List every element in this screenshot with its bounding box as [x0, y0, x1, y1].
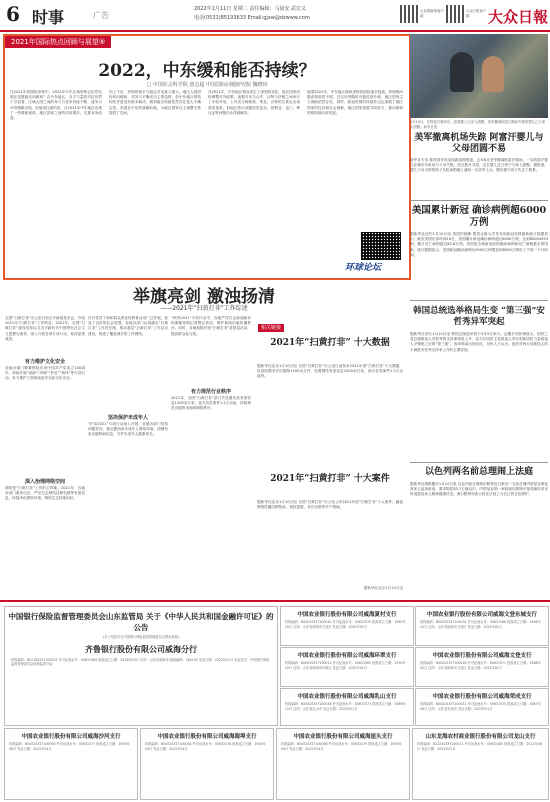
campaign-column-1-text: 网络是“扫黄打非”工作的主阵地。2021年，各地各部门重拳出击，严厉打击网络淫秽色情等有害信息，持续净化网络环境，网络生态持续向好。: [5, 486, 85, 501]
photo-figure: [450, 52, 474, 92]
photo-story-headline: 美军撤离机场失踪 阿富汗婴儿与父母团圆不易: [414, 133, 544, 154]
photo-figure: [482, 56, 504, 92]
bank-notice: [4, 728, 138, 800]
divider: [410, 200, 548, 201]
feature-headline: 2022，中东缓和能否持续？: [98, 61, 316, 81]
news-photo: [410, 34, 548, 118]
main-notice: [4, 606, 278, 726]
bank-notice-title: 中国农业银行股份有限公司威海夏村支行: [297, 612, 397, 618]
bank-notice-text: 机构编码：B0002S337100046 许可证流水号：00631573 批准成立日期：1989年11月 住所：山东省乳山市 发证日期：2022年01月: [285, 702, 406, 711]
bank-notice-text: 机构编码：B0002S337100063 许可证流水号：00631577 批准成立日期：1993年08月 发证日期：2022年01月: [9, 742, 130, 751]
bank-notice-title: 中国农业银行股份有限公司威海海埠支行: [157, 734, 257, 740]
bank-notice-title: 中国农业银行股份有限公司威海文登支行: [432, 653, 532, 659]
header-meta: [194, 5, 310, 23]
page-header: [0, 0, 550, 32]
bank-notice-title: 中国农业银行股份有限公司威海崖头支行: [293, 734, 393, 740]
bank-notice-title: 中国农业银行股份有限公司威海乳山支行: [297, 694, 397, 700]
main-notice-sub: (以下信息可在中国银行保险监督管理委员会网站查询): [103, 635, 179, 639]
photo-caption: 1月10日，在阿富汗喀布尔，获救婴儿与亲人团聚。美军撤离阿富汗期间失散的婴儿已与家人团聚。新华社发: [410, 120, 546, 129]
related-source: 据新华社北京1月10日电: [363, 586, 403, 590]
campaign-column-1-text: 各地各部门紧紧围绕庆祝中国共产党成立100周年，持续开展“清源”“净网”“护苗”“秋风”等专项行动，有力维护了国家政治安全和文化安全。: [5, 366, 85, 381]
bank-notice: [415, 688, 549, 726]
bank-notice-text: 机构编码：B0002S337100040 许可证流水号：00631570 批准成立日期：1992年05月 住所：山东省威海市文登区 发证日期：2022年01月: [285, 620, 406, 629]
campaign-subheading: 深入治理网络空间: [24, 479, 65, 485]
feature-column-2: 向上不足，伊朗的和平与稳定对话意义重大。地区大国纷纷转向缓和，对冲与平衡成为主要趋势，但中东地区的结构性矛盾没有根本解决，缓和能否持续依然存在很大不确定性。美国在中东的战略收缩，为地区国家自主调整关系提供了空间。: [109, 90, 201, 115]
stamp-label: 环球论坛: [345, 263, 382, 273]
related-text-1: 据新华社北京1月10日电 全国“扫黄打非”办公室日前发布2021年度“扫黄打非”十大数据，包括收缴非法出版物1100余万件，处置网络有害信息1500余万条，查办各类案件1.2万余起等。: [257, 364, 403, 379]
qr-code-icon: [361, 232, 401, 260]
main-notice-bank: 齐鲁银行股份有限公司威海分行: [85, 644, 197, 654]
newspaper-logo: 大众日報: [488, 8, 549, 26]
header-contact-line: 电话(0531)85193633 Email:gjxw@dzwww.com: [194, 15, 310, 21]
main-notice-title: 中国银行保险监督管理委员会山东监管局 关于《中华人民共和国金融许可证》的公告: [8, 612, 274, 632]
divider: [410, 462, 548, 463]
ad-label: 广告: [93, 11, 109, 20]
bank-notice-text: 机构编码：B0002S337100035 许可证流水号：00631568 批准成立日期：1996年10月 住所：山东省威海市文登区 发证日期：2022年01月: [420, 620, 541, 629]
bank-notice-title: 中国农业银行股份有限公司威海文登东城支行: [426, 612, 537, 618]
bank-notice-text: 机构编码：B0002S337100028 许可证流水号：00631571 批准成立日期：1988年03月 住所：山东省威海市文登区 发证日期：2022年01月: [420, 661, 541, 670]
campaign-column-2: 针对党员干部和群众的宣传教育活动广泛开展，营造了良好的社会氛围。各地各部门认真落实“扫黄打非”工作责任制，推动基层“扫黄打非”工作站点建设，构建了覆盖城乡的工作网络。: [88, 316, 168, 336]
bank-notice-text: 机构编码：B0002S337100051 许可证流水号：00631575 批准成立日期：1987年06月 住所：山东省荣成市 发证日期：2022年01月: [420, 702, 541, 711]
campaign-column-2-text: “护苗2021”专项行动深入开展，各地各部门坚持问题导向，重点整治涉未成年人网络环境，清理有害出版物和信息，守护未成年人健康成长。: [88, 422, 168, 437]
bank-notice: [415, 647, 549, 687]
bank-notice-text: 机构编码：B0002S337100064 许可证流水号：00631578 批准成立日期：1994年04月 发证日期：2022年01月: [145, 742, 266, 751]
section-title: 时事: [32, 8, 65, 27]
bank-notice-title: 中国农业银行股份有限公司威海环翠支行: [297, 653, 397, 659]
feature-ribbon: 2021年国际热点回顾与展望⑨: [5, 36, 111, 48]
qr-code-icon: [446, 5, 464, 23]
covid-headline: 美国累计新冠 确诊病例超6000万例: [411, 205, 547, 228]
related-headline-2: 2021年“扫黄打非” 十大案件: [270, 474, 390, 484]
campaign-subhead: ——2021年“扫黄打非”工作综述: [160, 305, 248, 312]
covid-text: 据新华社纽约1月10日电 美国约翰斯·霍普金斯大学发布的新冠疫情最新统计数据显示，截至美国东部时间10日，美国累计新冠确诊病例超过6000万例，达到60004453例，累计死亡病例超过83.6万例。美国是全球新冠疫情确诊病例和死亡病例最多的国家。统计数据显示，美国新冠确诊病例从5000万例增加到6000万例用了不到一个月时间。: [410, 232, 548, 257]
bank-notice: [140, 728, 274, 800]
bank-notice: [280, 647, 414, 687]
divider: [410, 300, 548, 301]
campaign-subheading: 坚决保护未成年人: [107, 415, 148, 421]
campaign-subheading: 有力规范行业秩序: [190, 389, 231, 395]
campaign-column-3: “秋风2021”专项行动中，各地严厉打击新闻敲诈和假媒体假记者假记者站，维护新闻出版传播秩序。同时，各地积极开展“扫黄打非”进基层活动，提高群众参与度。: [171, 316, 251, 336]
bank-notice: [276, 728, 410, 800]
qr-right-label: 大众日报客户端: [466, 9, 487, 18]
section-divider: [0, 600, 550, 602]
bank-notice: [412, 728, 549, 800]
qr-left-label: 大众网新闻客户端: [420, 9, 444, 18]
bank-notice-text: 机构编码：B1225S337100011 许可证流水号：00631580 批准成立日期：2012年06月 发证日期：2022年01月: [417, 742, 542, 751]
israel-headline: 以色列两名前总理闹上法庭: [424, 467, 533, 477]
bank-notice-title: 中国农业银行股份有限公司威海荣成支行: [432, 694, 532, 700]
feature-column-1: 在2021年的国际形势中，2022年中东区域形势会依然发展还是继续走向缓和？在中东地区，各方力量的对抗仍然十分显著，区域大国之间的角力与竞争持续不断，战争与冲突频繁出现。但值得注意的是，在2021年中东地区出现了一些缓和迹象，地区国家之间的对话增多，关系有所改善。: [10, 90, 102, 121]
bank-notice-title: 山东龙海农村商业银行股份有限公司龙山支行: [425, 734, 536, 740]
related-chip: 相关链接: [258, 324, 284, 332]
korea-text: 据新华社首尔1月10日电 韩国总统选举将于3月9日举行。近期多项民调显示，国民之党总统候选人安哲秀的支持率明显上升，成为共同民主党候选人李在明和国民力量候选人尹锡悦之后的“第三强”，选举格局出现变化。分析人士认为，选民对两大党候选人的不满是安哲秀支持率上升的主要原因。: [410, 332, 548, 352]
campaign-column-3-text: 2021年，全国“扫黄打非”部门共处置各类有害信息1500余万条，查办各类案件1.2万余起，持续规范出版物市场和网络秩序。: [171, 396, 251, 411]
campaign-subheading: 有力维护文化安全: [24, 359, 65, 365]
bank-notice: [280, 688, 414, 726]
photo-story-text: 新华社专电 据美国有线电视新闻网报道，去年8月美军撤离阿富汗期间，一名阿富汗婴儿在喀布尔机场与父母失散。经过数月寻找，这名婴儿近日终于与家人团聚。据报道，婴儿父母当时将孩子从机场围墙上递给一名美军士兵，随后便与孩子失去了联系。: [410, 158, 548, 173]
korea-headline: 韩国总统选举格局生变 “第三强”安哲秀异军突起: [413, 306, 545, 327]
feature-article: [3, 34, 411, 280]
feature-byline: □ 中国社会科学院 唐志超 中国国际问题研究院 魏晓钧: [146, 82, 268, 88]
bank-notice: [280, 606, 414, 646]
bank-notice: [415, 606, 549, 646]
page-number: 6: [6, 2, 20, 26]
campaign-column-1: 全国“扫黄打非”办公室日前召开新闻发布会，介绍2021年“扫黄打非”工作情况。2021年，全国“扫黄打非”战线坚持以习近平新时代中国特色社会主义思想为指导，深入开展各项专项行动，取得显著成效。: [5, 316, 85, 341]
bank-notice-title: 中国农业银行股份有限公司威海沙河支行: [21, 734, 121, 740]
related-headline-1: 2021年“扫黄打非” 十大数据: [270, 338, 390, 348]
campaign-headline: 举旗亮剑 激浊扬清: [133, 287, 275, 307]
israel-text: 据新华社耶路撒冷1月10日电 以色列前总理奥尔默特近日被另一名前总理内塔尼亚胡及其家人起诉诽谤，要求赔偿83.7万谢克尔。内塔尼亚胡一家称奥尔默特在接受媒体采访时诋毁其家人精神健康状况。奥尔默特则表示将在法庭上为自己的言论辩护。: [410, 482, 548, 497]
feature-column-4: 展望2022年，中东地区缓和进程将面临诸多挑战。伊朗核问题谈判前景不明，巴以冲突随时可能再度升级，地区恐怖主义威胁依然存在。同时，新冠疫情的持续冲击也加剧了地区国家的经济和社会困难，地区国家需要共同努力，推动缓和进程持续向前发展。: [307, 90, 403, 115]
main-notice-text: 机构编码：B0216S237100001 许可证流水号：00631584 批准成立日期：2016年03月 住所：山东省威海市 邮政编码：264200 发证日期：2022年01月 发证机关：中国银行保险监督管理委员会威海监管分局: [11, 657, 270, 667]
bank-notice-text: 机构编码：B0002S337100012 许可证流水号：00631565 批准成立日期：1990年02月 住所：山东省威海市环翠区 发证日期：2022年01月: [285, 661, 406, 670]
qr-code-icon: [400, 5, 418, 23]
bank-notice-text: 机构编码：B0002S337100066 许可证流水号：00631579 批准成立日期：1995年09月 发证日期：2022年01月: [281, 742, 402, 751]
header-date-line: 2022年1月11日 星期二 责任编辑：马晨安 武宏义: [194, 6, 307, 12]
column-stamp: [345, 232, 403, 272]
related-text-2: 据新华社北京1月10日电 全国“扫黄打非”办公室公布2021年度“扫黄打非”十大案件，涵盖网络传播淫秽物品、侵权盗版、非法出版等多个领域。: [257, 500, 403, 510]
feature-column-3: 在2021年，中东地区格局发生了深刻的变化，地区国家纷纷调整对外政策，加强对话与合作。沙特与伊朗之间举行了多轮对话，土耳其与阿联酋、埃及、沙特的关系也出现改善迹象。但地区热点问题依旧复杂，叙利亚、也门、利比亚等问题仍未得到解决。: [208, 90, 300, 115]
